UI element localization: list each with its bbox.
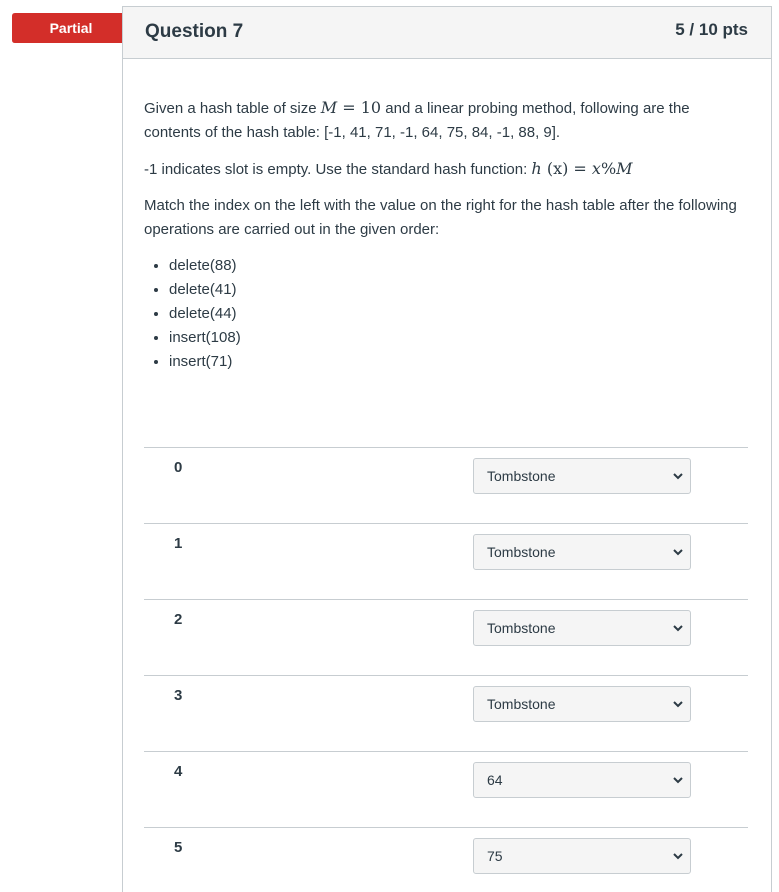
chevron-down-icon bbox=[672, 470, 684, 482]
answer-select-value: 75 bbox=[487, 848, 503, 864]
answer-select-value: Tombstone bbox=[487, 620, 556, 636]
chevron-down-icon bbox=[672, 774, 684, 786]
answer-index: 0 bbox=[174, 459, 183, 476]
operation-item: • delete(41) bbox=[169, 278, 750, 302]
chevron-down-icon bbox=[672, 622, 684, 634]
answer-select[interactable] bbox=[473, 534, 691, 570]
answer-row bbox=[144, 599, 748, 675]
operation-item: • insert(71) bbox=[169, 350, 750, 374]
question-points: 5 / 10 pts bbox=[675, 20, 748, 39]
answer-matching-list bbox=[144, 447, 748, 892]
answer-row bbox=[144, 827, 748, 892]
p1-text-b: and a linear probing method, following are the contents of the hash table: [-1, 41, 71, -1, 64, 75, 84, -1, 88, 9]. bbox=[144, 100, 690, 141]
answer-index: 1 bbox=[174, 535, 183, 552]
answer-select-value: Tombstone bbox=[487, 468, 556, 484]
answer-row bbox=[144, 447, 748, 523]
answer-row bbox=[144, 523, 748, 599]
question-paragraph-1 bbox=[144, 96, 750, 145]
question-card bbox=[122, 6, 772, 892]
answer-index: 4 bbox=[174, 763, 183, 780]
p1-math-var: M bbox=[320, 98, 338, 117]
chevron-down-icon bbox=[672, 698, 684, 710]
answer-select-value: Tombstone bbox=[487, 544, 556, 560]
answer-row bbox=[144, 751, 748, 827]
answer-select[interactable] bbox=[473, 610, 691, 646]
chevron-down-icon bbox=[672, 850, 684, 862]
p1-text-a: Given a hash table of size bbox=[144, 100, 321, 117]
partial-status-flag bbox=[12, 13, 139, 43]
answer-select-value: 64 bbox=[487, 772, 503, 788]
operations-list bbox=[144, 254, 750, 374]
question-text bbox=[123, 59, 771, 374]
answer-index: 5 bbox=[174, 839, 183, 856]
answer-select[interactable] bbox=[473, 762, 691, 798]
p2-math-mid: (x) = bbox=[541, 159, 592, 178]
answer-index: 2 bbox=[174, 611, 183, 628]
question-paragraph-2 bbox=[144, 157, 750, 182]
p1-math-eq: = 10 bbox=[337, 98, 382, 117]
chevron-down-icon bbox=[672, 546, 684, 558]
answer-select[interactable] bbox=[473, 686, 691, 722]
p2-math-m: M bbox=[616, 159, 633, 178]
p2-math-x: x bbox=[591, 159, 601, 178]
answer-select[interactable] bbox=[473, 838, 691, 874]
answer-row bbox=[144, 675, 748, 751]
question-header bbox=[123, 7, 771, 59]
partial-label: Partial bbox=[49, 20, 93, 36]
operation-item: • insert(108) bbox=[169, 326, 750, 350]
operation-item: • delete(88) bbox=[169, 254, 750, 278]
p2-math-mod: % bbox=[600, 159, 617, 178]
answer-select-value: Tombstone bbox=[487, 696, 556, 712]
question-paragraph-3: Match the index on the left with the value on the right for the hash table after the following operations are carried out in the given order: bbox=[144, 197, 737, 238]
operation-item: • delete(44) bbox=[169, 302, 750, 326]
answer-select[interactable] bbox=[473, 458, 691, 494]
p2-text-a: -1 indicates slot is empty. Use the standard hash function: bbox=[144, 161, 532, 178]
answer-index: 3 bbox=[174, 687, 183, 704]
question-title: Question 7 bbox=[145, 21, 244, 42]
p2-math-h: h bbox=[531, 159, 542, 178]
